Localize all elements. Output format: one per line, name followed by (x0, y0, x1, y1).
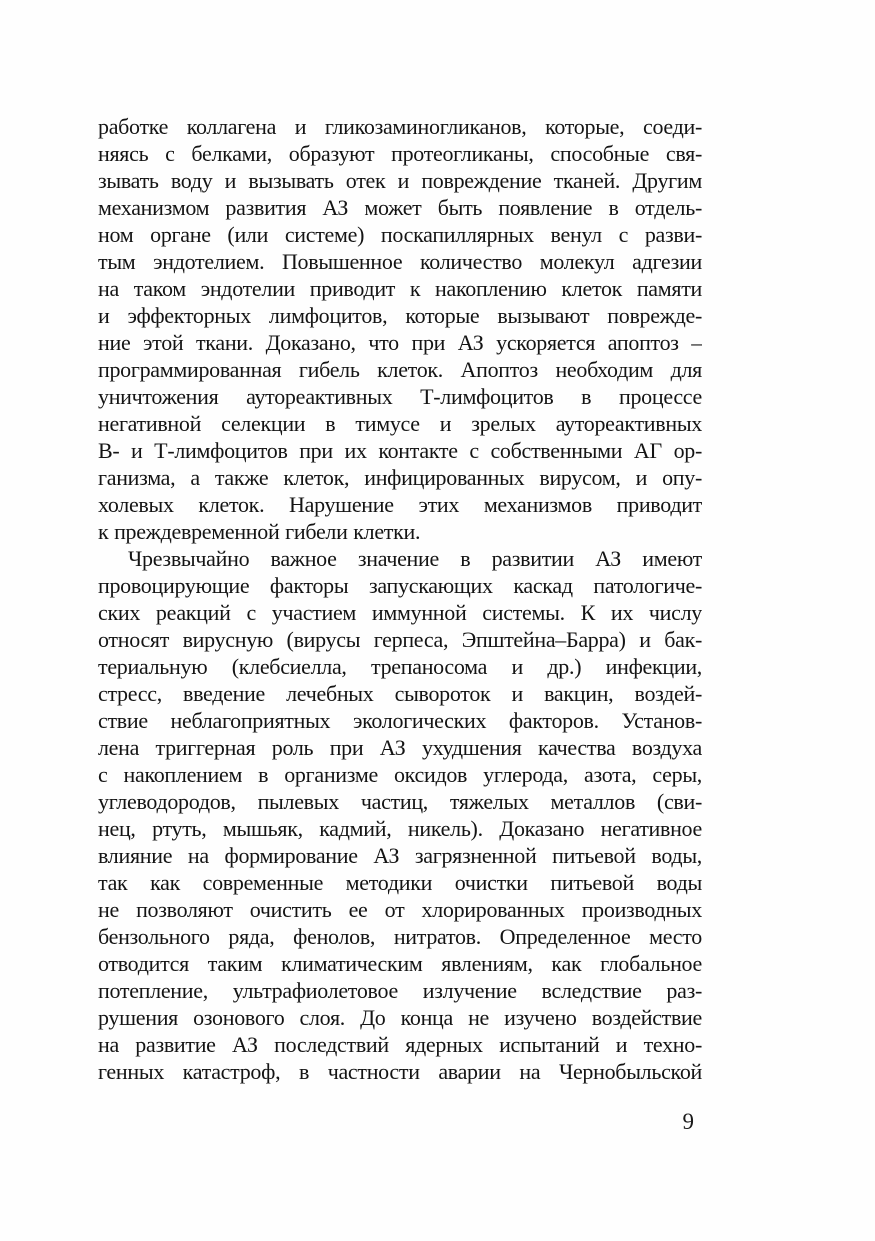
paragraph (98, 113, 702, 545)
text-line: не позволяют очистить ее от хлорированных производных (98, 897, 702, 922)
text-line: с накоплением в организме оксидов углерода, азота, серы, (98, 762, 702, 787)
text-line: стресс, введение лечебных сывороток и вакцин, воздей- (98, 681, 702, 706)
text-line: отводится таким климатическим явлениям, как глобальное (98, 951, 702, 976)
text-line: нец, ртуть, мышьяк, кадмий, никель). Доказано негативное (98, 816, 702, 841)
text-line: ном органе (или системе) поскапиллярных венул с разви- (98, 222, 702, 247)
text-line: ние этой ткани. Доказано, что при АЗ ускоряется апоптоз – (98, 330, 702, 355)
text-line: так как современные методики очистки питьевой воды (98, 870, 702, 895)
text-line: рушения озонового слоя. До конца не изучено воздействие (98, 1005, 702, 1030)
text-line: генных катастроф, в частности аварии на Чернобыльской (98, 1059, 702, 1084)
text-line: и эффекторных лимфоцитов, которые вызывают поврежде- (98, 303, 702, 328)
text-line: влияние на формирование АЗ загрязненной питьевой воды, (98, 843, 702, 868)
text-line: териальную (клебсиелла, трепаносома и др.) инфекции, (98, 654, 702, 679)
text-line: углеводородов, пылевых частиц, тяжелых металлов (сви- (98, 789, 702, 814)
text-line: холевых клеток. Нарушение этих механизмов приводит (98, 492, 702, 517)
text-line: ствие неблагоприятных экологических факторов. Установ- (98, 708, 702, 733)
text-line: относят вирусную (вирусы герпеса, Эпштейна–Барра) и бак- (98, 627, 702, 652)
text-line: В- и Т-лимфоцитов при их контакте с собственными АГ ор- (98, 438, 702, 463)
text-line: потепление, ультрафиолетовое излучение вследствие раз- (98, 978, 702, 1003)
text-line: ганизма, а также клеток, инфицированных вирусом, и опу- (98, 465, 702, 490)
text-line: механизмом развития АЗ может быть появление в отдель- (98, 195, 702, 220)
paragraph (98, 545, 702, 1085)
text-line: на таком эндотелии приводит к накоплению клеток памяти (98, 276, 702, 301)
text-line: зывать воду и вызывать отек и повреждение тканей. Другим (98, 168, 702, 193)
text-line: работке коллагена и гликозаминогликанов, которые, соеди- (98, 114, 702, 139)
text-line: лена триггерная роль при АЗ ухудшения качества воздуха (98, 735, 702, 760)
text-line: няясь с белками, образуют протеогликаны, способные свя- (98, 141, 702, 166)
text-line: уничтожения аутореактивных Т-лимфоцитов в процессе (98, 384, 702, 409)
text-line: на развитие АЗ последствий ядерных испытаний и техно- (98, 1032, 702, 1057)
page-number: 9 (682, 1109, 694, 1134)
text-line: негативной селекции в тимусе и зрелых аутореактивных (98, 411, 702, 436)
text-line: ских реакций с участием иммунной системы. К их числу (98, 600, 702, 625)
text-block (98, 113, 702, 1085)
text-line: тым эндотелием. Повышенное количество молекул адгезии (98, 249, 702, 274)
text-line: провоцирующие факторы запускающих каскад патологиче- (98, 573, 702, 598)
text-line: к преждевременной гибели клетки. (98, 519, 421, 544)
text-line: бензольного ряда, фенолов, нитратов. Определенное место (98, 924, 702, 949)
text-line: программированная гибель клеток. Апоптоз необходим для (98, 357, 702, 382)
text-line: Чрезвычайно важное значение в развитии АЗ имеют (128, 546, 702, 571)
